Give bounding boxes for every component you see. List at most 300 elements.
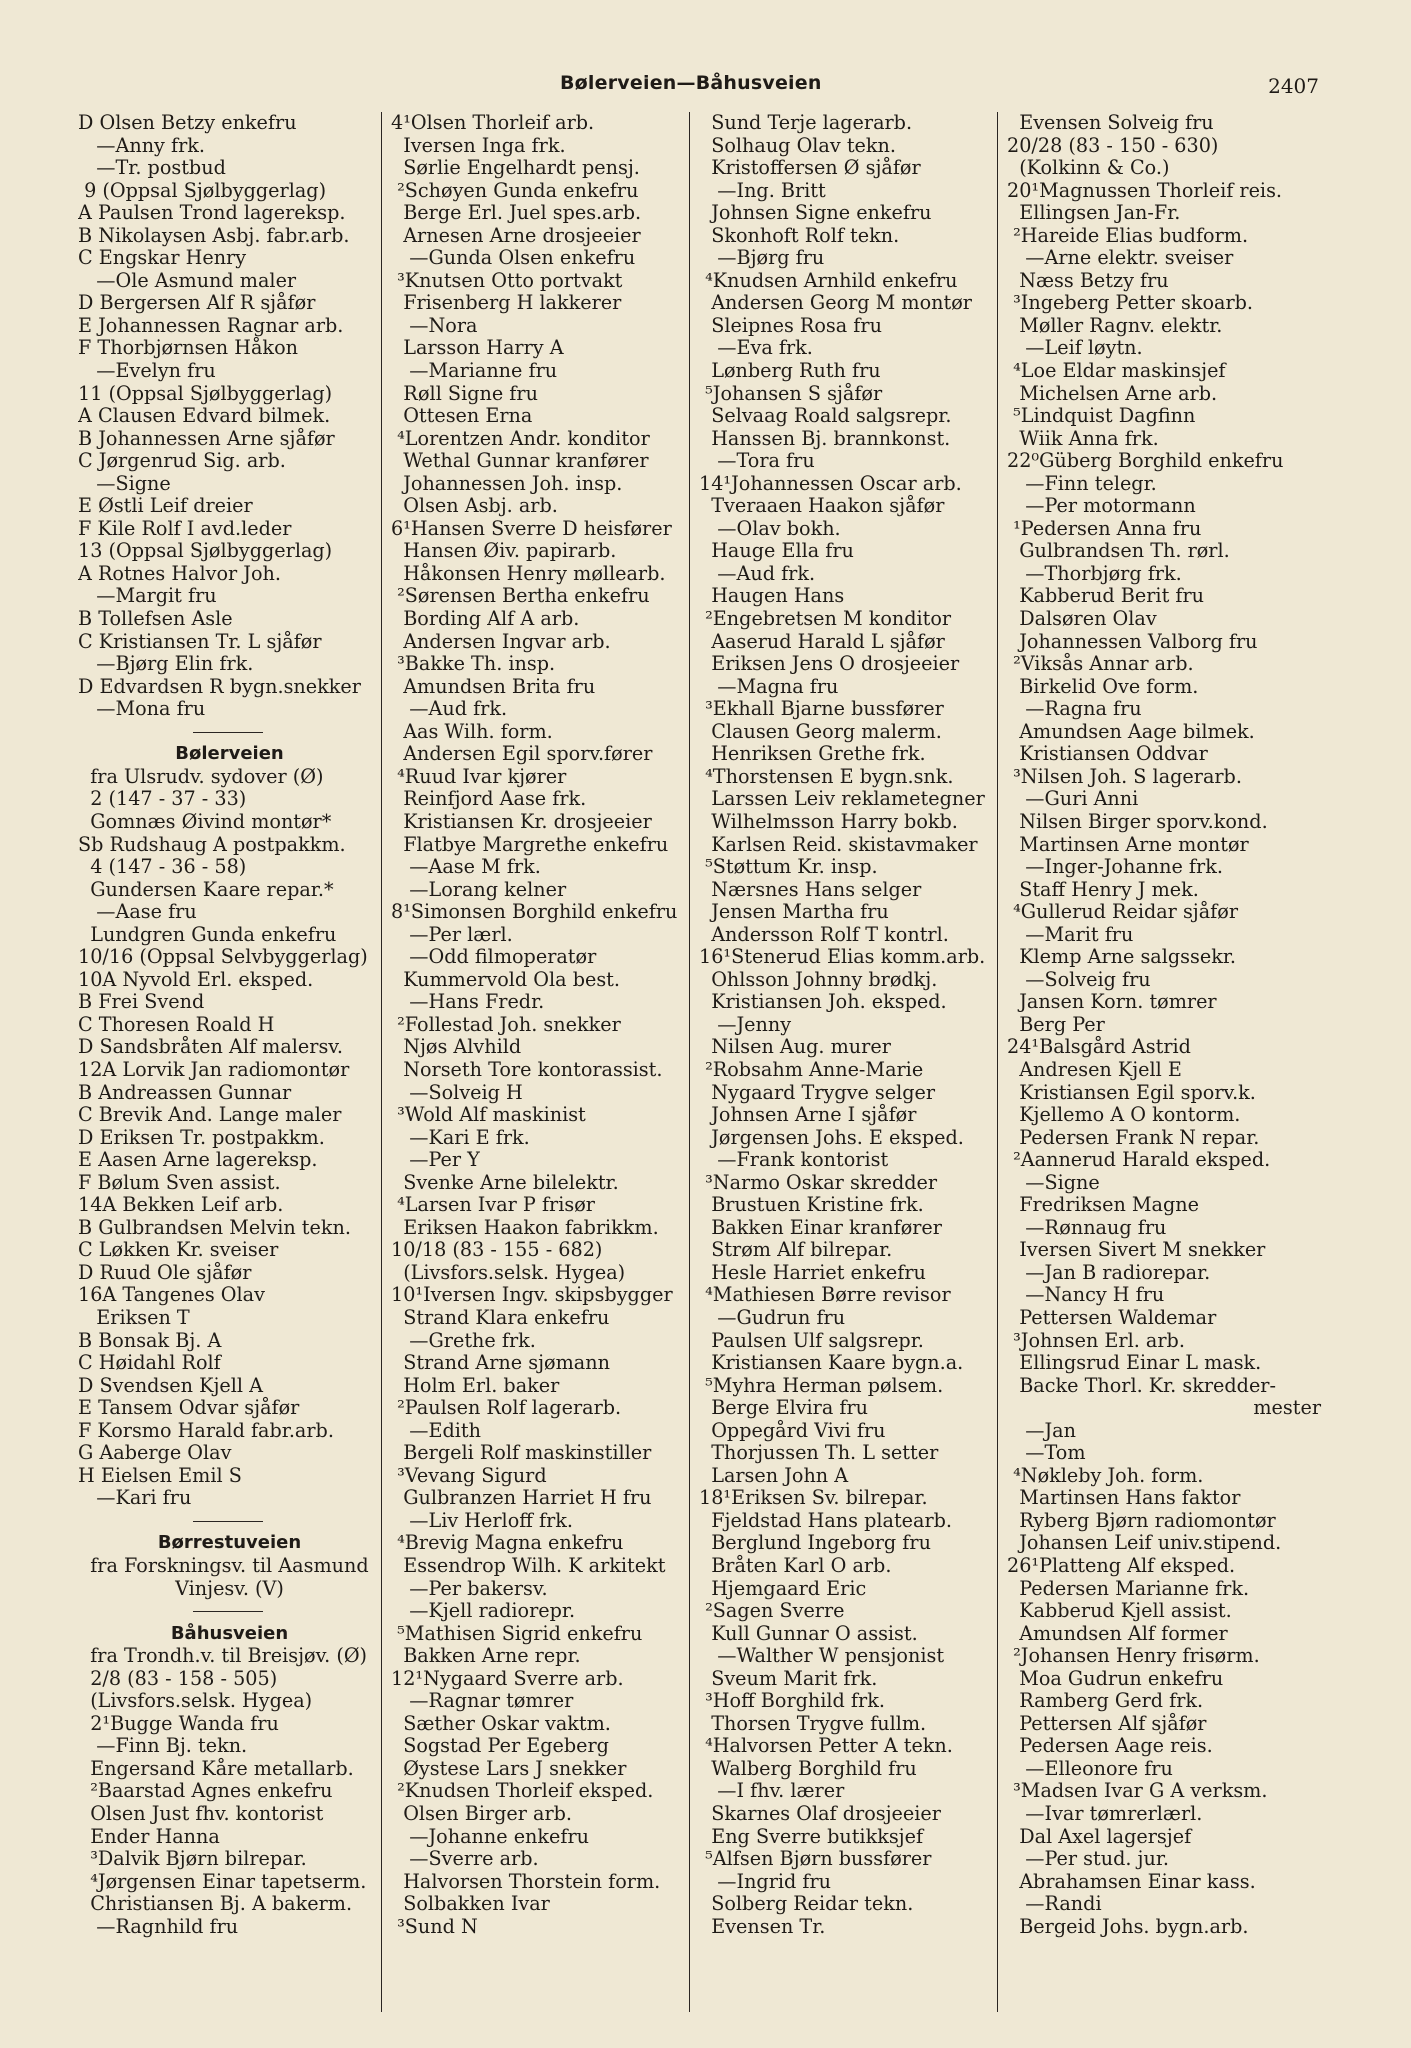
listing-line: Evensen Solveig fru xyxy=(1007,112,1214,134)
listing-line: —Ragnar tømrer xyxy=(391,1689,574,1713)
listing-line: Kristiansen Kaare bygn.a. xyxy=(699,1351,964,1375)
listing-line: C Kristiansen Tr. L sjåfør xyxy=(78,629,322,653)
listing-line: —Edith xyxy=(391,1418,481,1442)
listing-line: —Grethe frk. xyxy=(391,1328,536,1352)
listing-line: 18¹Eriksen Sv. bilrepar. xyxy=(699,1486,928,1510)
listing-line: Kristiansen Egil sporv.k. xyxy=(1007,1080,1256,1104)
listing-line: fra Forskningsv. til Aasmund xyxy=(78,1554,369,1577)
listing-line: ²Johansen Henry frisørm. xyxy=(1007,1644,1260,1668)
listing-line: Wiik Anna frk. xyxy=(1007,426,1159,450)
listing-line: 10A Nyvold Erl. eksped. xyxy=(78,967,314,991)
listing-line: Sveum Marit frk. xyxy=(699,1666,878,1690)
listing-line: ⁴Nøkleby Joh. form. xyxy=(1007,1463,1204,1487)
listing-line: Kristiansen Joh. eksped. xyxy=(699,990,947,1014)
listing-line: Amundsen Aage bilmek. xyxy=(1007,719,1255,743)
listing-line: Hansen Øiv. papirarb. xyxy=(391,539,617,563)
listing-line: Gundersen Kaare repar.* xyxy=(78,877,334,901)
listing-line: ⁴Jørgensen Einar tapetserm. xyxy=(78,1869,367,1893)
listing-line: Andersen Ingvar arb. xyxy=(391,629,611,653)
listing-line: Kristiansen Oddvar xyxy=(1007,742,1208,766)
listing-line: ⁴Larsen Ivar P frisør xyxy=(391,1193,595,1217)
listing-line: ⁵Mathisen Sigrid enkefru xyxy=(391,1621,643,1645)
listing-line: Svenke Arne bilelektr. xyxy=(391,1170,619,1194)
listing-line: Walberg Borghild fru xyxy=(699,1756,917,1780)
listing-line: Larssen Leiv reklametegner xyxy=(699,787,985,811)
listing-line: Johnsen Arne I sjåfør xyxy=(699,1103,917,1127)
listing-line: ²Sørensen Bertha enkefru xyxy=(391,584,650,608)
listing-line: —Frank kontorist xyxy=(699,1148,889,1172)
listing-line: Staff Henry J mek. xyxy=(1007,877,1199,901)
column-2 xyxy=(381,112,689,2012)
listing-line: D Svendsen Kjell A xyxy=(78,1373,263,1397)
listing-line: —Ole Asmund maler xyxy=(78,268,297,292)
listing-line: ⁵Lindquist Dagfinn xyxy=(1007,404,1196,428)
listing-line: Martinsen Hans faktor xyxy=(1007,1486,1241,1510)
listing-line: B Bonsak Bj. A xyxy=(78,1328,222,1352)
listing-line: —Bjørg fru xyxy=(699,246,825,270)
listing-line: D Eriksen Tr. postpakkm. xyxy=(78,1125,325,1149)
listing-line: Kull Gunnar O assist. xyxy=(699,1621,918,1645)
listing-line: Nilsen Aug. murer xyxy=(699,1035,891,1059)
listing-line: 20¹Magnussen Thorleif reis. xyxy=(1007,178,1283,202)
listing-line: Njøs Alvhild xyxy=(391,1035,522,1059)
listing-line: Moa Gudrun enkefru xyxy=(1007,1666,1224,1690)
listing-line: ⁴Brevig Magna enkefru xyxy=(391,1531,624,1555)
listing-line: Dalsøren Olav xyxy=(1007,607,1157,631)
listing-line: —Inger-Johanne frk. xyxy=(1007,855,1223,879)
listing-line: B Nikolaysen Asbj. fabr.arb. xyxy=(78,223,350,247)
listing-line: Fjeldstad Hans platearb. xyxy=(699,1508,953,1532)
listing-line: —Gunda Olsen enkefru xyxy=(391,246,636,270)
listing-line: Tveraaen Haakon sjåfør xyxy=(699,494,945,518)
listing-line: C Engskar Henry xyxy=(78,246,247,270)
page-number: 2407 xyxy=(1268,74,1319,98)
listing-line: fra Trondh.v. til Breisjøv. (Ø) xyxy=(78,1644,368,1668)
listing-line: ³Sund N xyxy=(391,1914,478,1938)
listing-line: —Per bakersv. xyxy=(391,1576,548,1600)
listing-line: Ender Hanna xyxy=(78,1824,220,1848)
listing-line: Eriksen Haakon fabrikkm. xyxy=(391,1215,659,1239)
listing-line: —Johanne enkefru xyxy=(391,1824,590,1848)
listing-line: —Marit fru xyxy=(1007,922,1134,946)
listing-line: ²Viksås Annar arb. xyxy=(1007,652,1194,676)
listing-line: —Solveig H xyxy=(391,1080,523,1104)
listing-line: D Bergersen Alf R sjåfør xyxy=(78,291,316,315)
listing-line: D Ruud Ole sjåfør xyxy=(78,1260,252,1284)
listing-line: Aaserud Harald L sjåfør xyxy=(699,629,945,653)
listing-line: Arnesen Arne drosjeeier xyxy=(391,223,641,247)
listing-line: 14¹Johannessen Oscar arb. xyxy=(699,471,962,495)
listing-line: —Sverre arb. xyxy=(391,1847,539,1871)
listing-line: —Per stud. jur. xyxy=(1007,1847,1170,1871)
listing-line: Sogstad Per Egeberg xyxy=(391,1734,609,1758)
listing-line: —Magna fru xyxy=(699,674,839,698)
listing-line: Selvaag Roald salgsrepr. xyxy=(699,404,952,428)
listing-line: Kristoffersen Ø sjåfør xyxy=(699,156,921,180)
listing-line: Olsen Just fhv. kontorist xyxy=(78,1802,324,1826)
listing-line: Gulbrandsen Th. rørl. xyxy=(1007,539,1230,563)
listing-line: Essendrop Wilh. K arkitekt xyxy=(391,1554,666,1577)
listing-line: Ryberg Bjørn radiomontør xyxy=(1007,1508,1276,1532)
listing-line: —Signe xyxy=(78,471,171,495)
listing-line: Sørlie Engelhardt pensj. xyxy=(391,156,640,180)
listing-line: 26¹Platteng Alf eksped. xyxy=(1007,1554,1236,1577)
listing-line: 9 (Oppsal Sjølbyggerlag) xyxy=(78,178,327,202)
listing-line: D Olsen Betzy enkefru xyxy=(78,112,297,134)
listing-line: A Clausen Edvard bilmek. xyxy=(78,404,331,428)
listing-line: Andersson Rolf T kontrl. xyxy=(699,922,949,946)
listing-line: Ramberg Gerd frk. xyxy=(1007,1689,1204,1713)
listing-line: Olsen Asbj. arb. xyxy=(391,494,558,518)
listing-line: ²Knudsen Thorleif eksped. xyxy=(391,1779,654,1803)
listing-line: ⁴Knudsen Arnhild enkefru xyxy=(699,268,958,292)
listing-line: Strøm Alf bilrepar. xyxy=(699,1238,893,1262)
listing-line: Eriksen Jens O drosjeeier xyxy=(699,652,960,676)
listing-line: —Bjørg Elin frk. xyxy=(78,652,254,676)
listing-line: ⁴Mathiesen Børre revisor xyxy=(699,1283,951,1307)
listing-line: (Livsfors.selsk. Hygea) xyxy=(78,1689,313,1713)
listing-line: 10/18 (83 - 155 - 682) xyxy=(391,1238,603,1262)
listing-line: 6¹Hansen Sverre D heisfører xyxy=(391,516,672,540)
listing-line: Bergeli Rolf maskinstiller xyxy=(391,1441,652,1465)
listing-line: Ellingsen Jan-Fr. xyxy=(1007,201,1181,225)
listing-line: F Kile Rolf I avd.leder xyxy=(78,516,292,540)
listing-line: Thorjussen Th. L setter xyxy=(699,1441,939,1465)
listing-line: D Sandsbråten Alf malersv. xyxy=(78,1035,343,1059)
listing-line: —Margit fru xyxy=(78,584,217,608)
listing-line: ³Hoff Borghild frk. xyxy=(699,1689,885,1713)
listing-line: B Frei Svend xyxy=(78,990,205,1014)
listing-line: B Johannessen Arne sjåfør xyxy=(78,426,335,450)
listing-line: Eng Sverre butikksjef xyxy=(699,1824,924,1848)
listing-line: —Tr. postbud xyxy=(78,156,226,180)
listing-line: Michelsen Arne arb. xyxy=(1007,381,1218,405)
listing-line: —Kjell radiorepr. xyxy=(391,1599,576,1623)
listing-line: Iversen Inga frk. xyxy=(391,133,566,157)
listing-line: Norseth Tore kontorassist. xyxy=(391,1057,663,1081)
listing-line: Solhaug Olav tekn. xyxy=(699,133,896,157)
listing-line: Jansen Korn. tømrer xyxy=(1007,990,1217,1014)
listing-line: —Jan xyxy=(1007,1418,1076,1442)
listing-line: B Gulbrandsen Melvin tekn. xyxy=(78,1215,351,1239)
listing-line: —Anny frk. xyxy=(78,133,205,157)
listing-line: A Paulsen Trond lagereksp. xyxy=(78,201,346,225)
listing-line: Bakken Einar kranfører xyxy=(699,1215,942,1239)
listing-line: ²Aannerud Harald eksped. xyxy=(1007,1148,1271,1172)
listing-line: B Andreassen Gunnar xyxy=(78,1080,292,1104)
listing-line: Nygaard Trygve selger xyxy=(699,1080,936,1104)
listing-line: Andersen Georg M montør xyxy=(699,291,972,315)
listing-line: Dal Axel lagersjef xyxy=(1007,1824,1192,1848)
listing-line: —Mona fru xyxy=(78,697,206,721)
listing-line: ¹Pedersen Anna fru xyxy=(1007,516,1202,540)
listing-line: Halvorsen Thorstein form. xyxy=(391,1869,661,1893)
listing-line: Sleipnes Rosa fru xyxy=(699,313,882,337)
listing-line: Iversen Sivert M snekker xyxy=(1007,1238,1266,1262)
listing-line: (Kolkinn & Co.) xyxy=(1007,156,1170,180)
listing-line: —Odd filmoperatør xyxy=(391,945,597,969)
listing-line: ³Knutsen Otto portvakt xyxy=(391,268,623,292)
listing-line: 16¹Stenerud Elias komm.arb. xyxy=(699,945,986,969)
listing-line: ³Madsen Ivar G A verksm. xyxy=(1007,1779,1268,1803)
listing-line: —Leif løytn. xyxy=(1007,336,1143,360)
listing-line: Johnsen Signe enkefru xyxy=(699,201,932,225)
listing-line: Kjellemo A O kontorm. xyxy=(1007,1103,1241,1127)
listing-line: —Nora xyxy=(391,313,478,337)
listing-line: ⁴Loe Eldar maskinsjef xyxy=(1007,359,1226,383)
listing-line: Bråten Karl O arb. xyxy=(699,1554,892,1577)
listing-line: Jørgensen Johs. E eksped. xyxy=(699,1125,964,1149)
listing-line: —Liv Herloff frk. xyxy=(391,1508,573,1532)
listing-line: —Arne elektr. sveiser xyxy=(1007,246,1234,270)
listing-line: C Jørgenrud Sig. arb. xyxy=(78,449,286,473)
listing-line: D Edvardsen R bygn.snekker xyxy=(78,674,361,698)
listing-line: E Johannessen Ragnar arb. xyxy=(78,313,344,337)
listing-line: —Hans Fredr. xyxy=(391,990,545,1014)
listing-line: Møller Ragnv. elektr. xyxy=(1007,313,1223,337)
listing-line: Henriksen Grethe frk. xyxy=(699,742,926,766)
listing-line: —Ing. Britt xyxy=(699,178,826,202)
listing-line: 14A Bekken Leif arb. xyxy=(78,1193,284,1217)
listing-line: C Brevik And. Lange maler xyxy=(78,1103,342,1127)
listing-line: Lønberg Ruth fru xyxy=(699,359,881,383)
listing-line: 2¹Bugge Wanda fru xyxy=(78,1711,279,1735)
listing-line: 11 (Oppsal Sjølbyggerlag) xyxy=(78,381,333,405)
listing-line: Larsson Harry A xyxy=(391,336,564,360)
listing-line: Berg Per xyxy=(1007,1012,1105,1036)
listing-line: ³Vevang Sigurd xyxy=(391,1463,547,1487)
listing-line: Ellingsrud Einar L mask. xyxy=(1007,1351,1262,1375)
listing-line: —Marianne fru xyxy=(391,359,558,383)
listing-line: —Aase M frk. xyxy=(391,855,541,879)
listing-line: ⁵Myhra Herman pølsem. xyxy=(699,1373,944,1397)
listing-line: Johannessen Valborg fru xyxy=(1007,629,1258,653)
listing-line: ²Engebretsen M konditor xyxy=(699,607,952,631)
listing-line: 13 (Oppsal Sjølbyggerlag) xyxy=(78,539,333,563)
listing-line: Holm Erl. baker xyxy=(391,1373,560,1397)
listing-line: Thorsen Trygve fullm. xyxy=(699,1711,927,1735)
page-header xyxy=(0,72,1411,102)
listing-line: Pettersen Alf sjåfør xyxy=(1007,1711,1207,1735)
listing-line: Oppegård Vivi fru xyxy=(699,1418,886,1442)
listing-line: ⁴Thorstensen E bygn.snk. xyxy=(699,764,954,788)
listing-line: Karlsen Reid. skistavmaker xyxy=(699,832,978,856)
listing-line: Klemp Arne salgssekr. xyxy=(1007,945,1236,969)
listing-line: Berglund Ingeborg fru xyxy=(699,1531,931,1555)
listing-line: Bording Alf A arb. xyxy=(391,607,580,631)
listing-line: F Bølum Sven assist. xyxy=(78,1170,281,1194)
listing-line: Fredriksen Magne xyxy=(1007,1193,1199,1217)
listing-line: Solberg Reidar tekn. xyxy=(699,1892,914,1916)
listing-line: 10/16 (Oppsal Selvbyggerlag) xyxy=(78,945,368,969)
column-4 xyxy=(997,112,1325,2012)
listing-line: Øystese Lars J snekker xyxy=(391,1756,627,1780)
listing-line: Håkonsen Henry møllearb. xyxy=(391,561,666,585)
section-divider xyxy=(78,1600,381,1623)
listing-line: 24¹Balsgård Astrid xyxy=(1007,1035,1191,1059)
listing-line: —Per motormann xyxy=(1007,494,1196,518)
listing-line: Aas Wilh. form. xyxy=(391,719,553,743)
listing-line: Ohlsson Johnny brødkj. xyxy=(699,967,938,991)
listing-line: Abrahamsen Einar kass. xyxy=(1007,1869,1256,1893)
listing-line: ³Ingeberg Petter skoarb. xyxy=(1007,291,1254,315)
listing-line: Amundsen Alf former xyxy=(1007,1621,1228,1645)
listing-line: Jensen Martha fru xyxy=(699,900,889,924)
listing-line: Strand Klara enkefru xyxy=(391,1305,610,1329)
listing-line: —Ingrid fru xyxy=(699,1869,832,1893)
listing-line: —Signe xyxy=(1007,1170,1100,1194)
listing-line: 2 (147 - 37 - 33) xyxy=(78,787,247,811)
listing-line: Kabberud Kjell assist. xyxy=(1007,1599,1232,1623)
listing-line: H Eielsen Emil S xyxy=(78,1463,242,1487)
listing-line: Andresen Kjell E xyxy=(1007,1057,1182,1081)
listing-line: Andersen Egil sporv.fører xyxy=(391,742,653,766)
listing-line: ³Ekhall Bjarne bussfører xyxy=(699,697,944,721)
street-heading: Bølerveien xyxy=(175,743,284,765)
listing-line: ²Robsahm Anne-Marie xyxy=(699,1057,924,1081)
listing-line: ³Johnsen Erl. arb. xyxy=(1007,1328,1185,1352)
listing-line: 8¹Simonsen Borghild enkefru xyxy=(391,900,678,924)
street-heading: Børrestuveien xyxy=(157,1532,302,1554)
listing-line: Hjemgaard Eric xyxy=(699,1576,867,1600)
listing-line: —Evelyn fru xyxy=(78,359,216,383)
listing-line: Pedersen Frank N repar. xyxy=(1007,1125,1260,1149)
listing-line: —Finn telegr. xyxy=(1007,471,1157,495)
listing-line: Evensen Tr. xyxy=(699,1914,826,1938)
listing-line: ⁴Gullerud Reidar sjåfør xyxy=(1007,900,1239,924)
listing-line: ⁵Johansen S sjåfør xyxy=(699,381,883,405)
listing-line: —Tom xyxy=(1007,1441,1086,1465)
listing-line: Brustuen Kristine frk. xyxy=(699,1193,924,1217)
listing-line: 10¹Iversen Ingv. skipsbygger xyxy=(391,1283,673,1307)
listing-line: —Aud frk. xyxy=(699,561,816,585)
listing-line: —Per lærl. xyxy=(391,922,513,946)
listing-line: ⁴Ruud Ivar kjører xyxy=(391,764,567,788)
listing-line: —Walther W pensjonist xyxy=(699,1644,945,1668)
listing-line: Berge Erl. Juel spes.arb. xyxy=(391,201,642,225)
listing-line: —Gudrun fru xyxy=(699,1305,846,1329)
listing-line: Kabberud Berit fru xyxy=(1007,584,1205,608)
listing-line: 4¹Olsen Thorleif arb. xyxy=(391,112,595,134)
listing-line: Gomnæs Øivind montør* xyxy=(78,809,332,833)
listing-line: Skarnes Olaf drosjeeier xyxy=(699,1802,941,1826)
listing-line: Sund Terje lagerarb. xyxy=(699,112,913,134)
listing-line: Strand Arne sjømann xyxy=(391,1351,610,1375)
listing-line: B Tollefsen Asle xyxy=(78,607,233,631)
listing-line: F Thorbjørnsen Håkon xyxy=(78,336,298,360)
listing-line: —Jan B radiorepar. xyxy=(1007,1260,1211,1284)
listing-line: Sæther Oskar vaktm. xyxy=(391,1711,611,1735)
listing-line: —Kari E frk. xyxy=(391,1125,530,1149)
listing-line: Martinsen Arne montør xyxy=(1007,832,1249,856)
listing-line: ³Bakke Th. insp. xyxy=(391,652,556,676)
listing-line: —Ivar tømrerlærl. xyxy=(1007,1802,1203,1826)
listing-line: ²Follestad Joh. snekker xyxy=(391,1012,621,1036)
listing-line: Sb Rudshaug A postpakkm. xyxy=(78,832,346,856)
listing-line: Christiansen Bj. A bakerm. xyxy=(78,1892,353,1916)
listing-line: (Livsfors.selsk. Hygea) xyxy=(391,1260,626,1284)
listing-line: 22⁰Güberg Borghild enkefru xyxy=(1007,449,1284,473)
listing-line: Kristiansen Kr. drosjeeier xyxy=(391,809,652,833)
listing-line: Clausen Georg malerm. xyxy=(699,719,942,743)
listing-line: Skonhoft Rolf tekn. xyxy=(699,223,900,247)
listing-line: Pedersen Aage reis. xyxy=(1007,1734,1213,1758)
listing-line: Berge Elvira fru xyxy=(699,1396,869,1420)
listing-line: C Thoresen Roald H xyxy=(78,1012,275,1036)
listing-line: Olsen Birger arb. xyxy=(391,1802,573,1826)
listing-line: Gulbranzen Harriet H fru xyxy=(391,1486,652,1510)
listing-line: —Aud frk. xyxy=(391,697,508,721)
listing-line: ²Baarstad Agnes enkefru xyxy=(78,1779,333,1803)
listing-line: ³Wold Alf maskinist xyxy=(391,1103,586,1127)
listing-line: 12A Lorvik Jan radiomontør xyxy=(78,1057,350,1081)
listing-line: Eriksen T xyxy=(78,1305,190,1329)
listing-line: —I fhv. lærer xyxy=(699,1779,845,1803)
listing-line: E Tansem Odvar sjåfør xyxy=(78,1396,300,1420)
listing-line: G Aaberge Olav xyxy=(78,1441,232,1465)
listing-line: —Randi xyxy=(1007,1892,1102,1916)
listing-line: Pettersen Waldemar xyxy=(1007,1305,1217,1329)
listing-line: ³Dalvik Bjørn bilrepar. xyxy=(78,1847,307,1871)
listing-line: ²Paulsen Rolf lagerarb. xyxy=(391,1396,622,1420)
listing-line: Bergeid Johs. bygn.arb. xyxy=(1007,1914,1249,1938)
listing-line: —Jenny xyxy=(699,1012,792,1036)
listing-line: Johannessen Joh. insp. xyxy=(391,471,623,495)
listing-line: Hanssen Bj. brannkonst. xyxy=(699,426,951,450)
listing-line: —Olav bokh. xyxy=(699,516,841,540)
listing-line: Paulsen Ulf salgsrepr. xyxy=(699,1328,924,1352)
listing-line: —Eva frk. xyxy=(699,336,813,360)
listing-line: E Aasen Arne lagereksp. xyxy=(78,1148,318,1172)
listing-line: Solbakken Ivar xyxy=(391,1892,550,1916)
listing-line: 20/28 (83 - 150 - 630) xyxy=(1007,133,1219,157)
listing-line: —Tora fru xyxy=(699,449,815,473)
listing-line: Næss Betzy fru xyxy=(1007,268,1169,292)
listing-line: —Solveig fru xyxy=(1007,967,1151,991)
listing-line: ⁴Halvorsen Petter A tekn. xyxy=(699,1734,953,1758)
listing-line: E Østli Leif dreier xyxy=(78,494,253,518)
listing-line: Pedersen Marianne frk. xyxy=(1007,1576,1250,1600)
listing-line: —Kari fru xyxy=(78,1486,192,1510)
listing-line: Haugen Hans xyxy=(699,584,845,608)
listing-line: ²Sagen Sverre xyxy=(699,1599,845,1623)
listing-line: A Rotnes Halvor Joh. xyxy=(78,561,281,585)
section-divider xyxy=(78,1510,381,1533)
directory-columns xyxy=(78,112,1325,2012)
listing-line: Frisenberg H lakkerer xyxy=(391,291,622,315)
listing-line: —Rønnaug fru xyxy=(1007,1215,1167,1239)
listing-line: Birkelid Ove form. xyxy=(1007,674,1199,698)
listing-line: Kummervold Ola best. xyxy=(391,967,620,991)
listing-line: Johansen Leif univ.stipend. xyxy=(1007,1531,1282,1555)
listing-line: Lundgren Gunda enkefru xyxy=(78,922,337,946)
listing-line: —Thorbjørg frk. xyxy=(1007,561,1182,585)
listing-line: —Ragnhild fru xyxy=(78,1914,239,1938)
listing-line: —Ragna fru xyxy=(1007,697,1142,721)
listing-line: —Aase fru xyxy=(78,900,197,924)
listing-line: ²Hareide Elias budform. xyxy=(1007,223,1249,247)
listing-line: Wethal Gunnar kranfører xyxy=(391,449,649,473)
listing-line: 12¹Nygaard Sverre arb. xyxy=(391,1666,624,1690)
listing-line: 4 (147 - 36 - 58) xyxy=(78,855,247,879)
street-heading: Båhusveien xyxy=(170,1622,289,1644)
listing-line: ³Narmo Oskar skredder xyxy=(699,1170,938,1194)
listing-line: 2/8 (83 - 158 - 505) xyxy=(78,1666,278,1690)
listing-line: 16A Tangenes Olav xyxy=(78,1283,265,1307)
listing-line: Flatbye Margrethe enkefru xyxy=(391,832,669,856)
listing-line: C Høidahl Rolf xyxy=(78,1351,221,1375)
listing-line: —Per Y xyxy=(391,1148,480,1172)
